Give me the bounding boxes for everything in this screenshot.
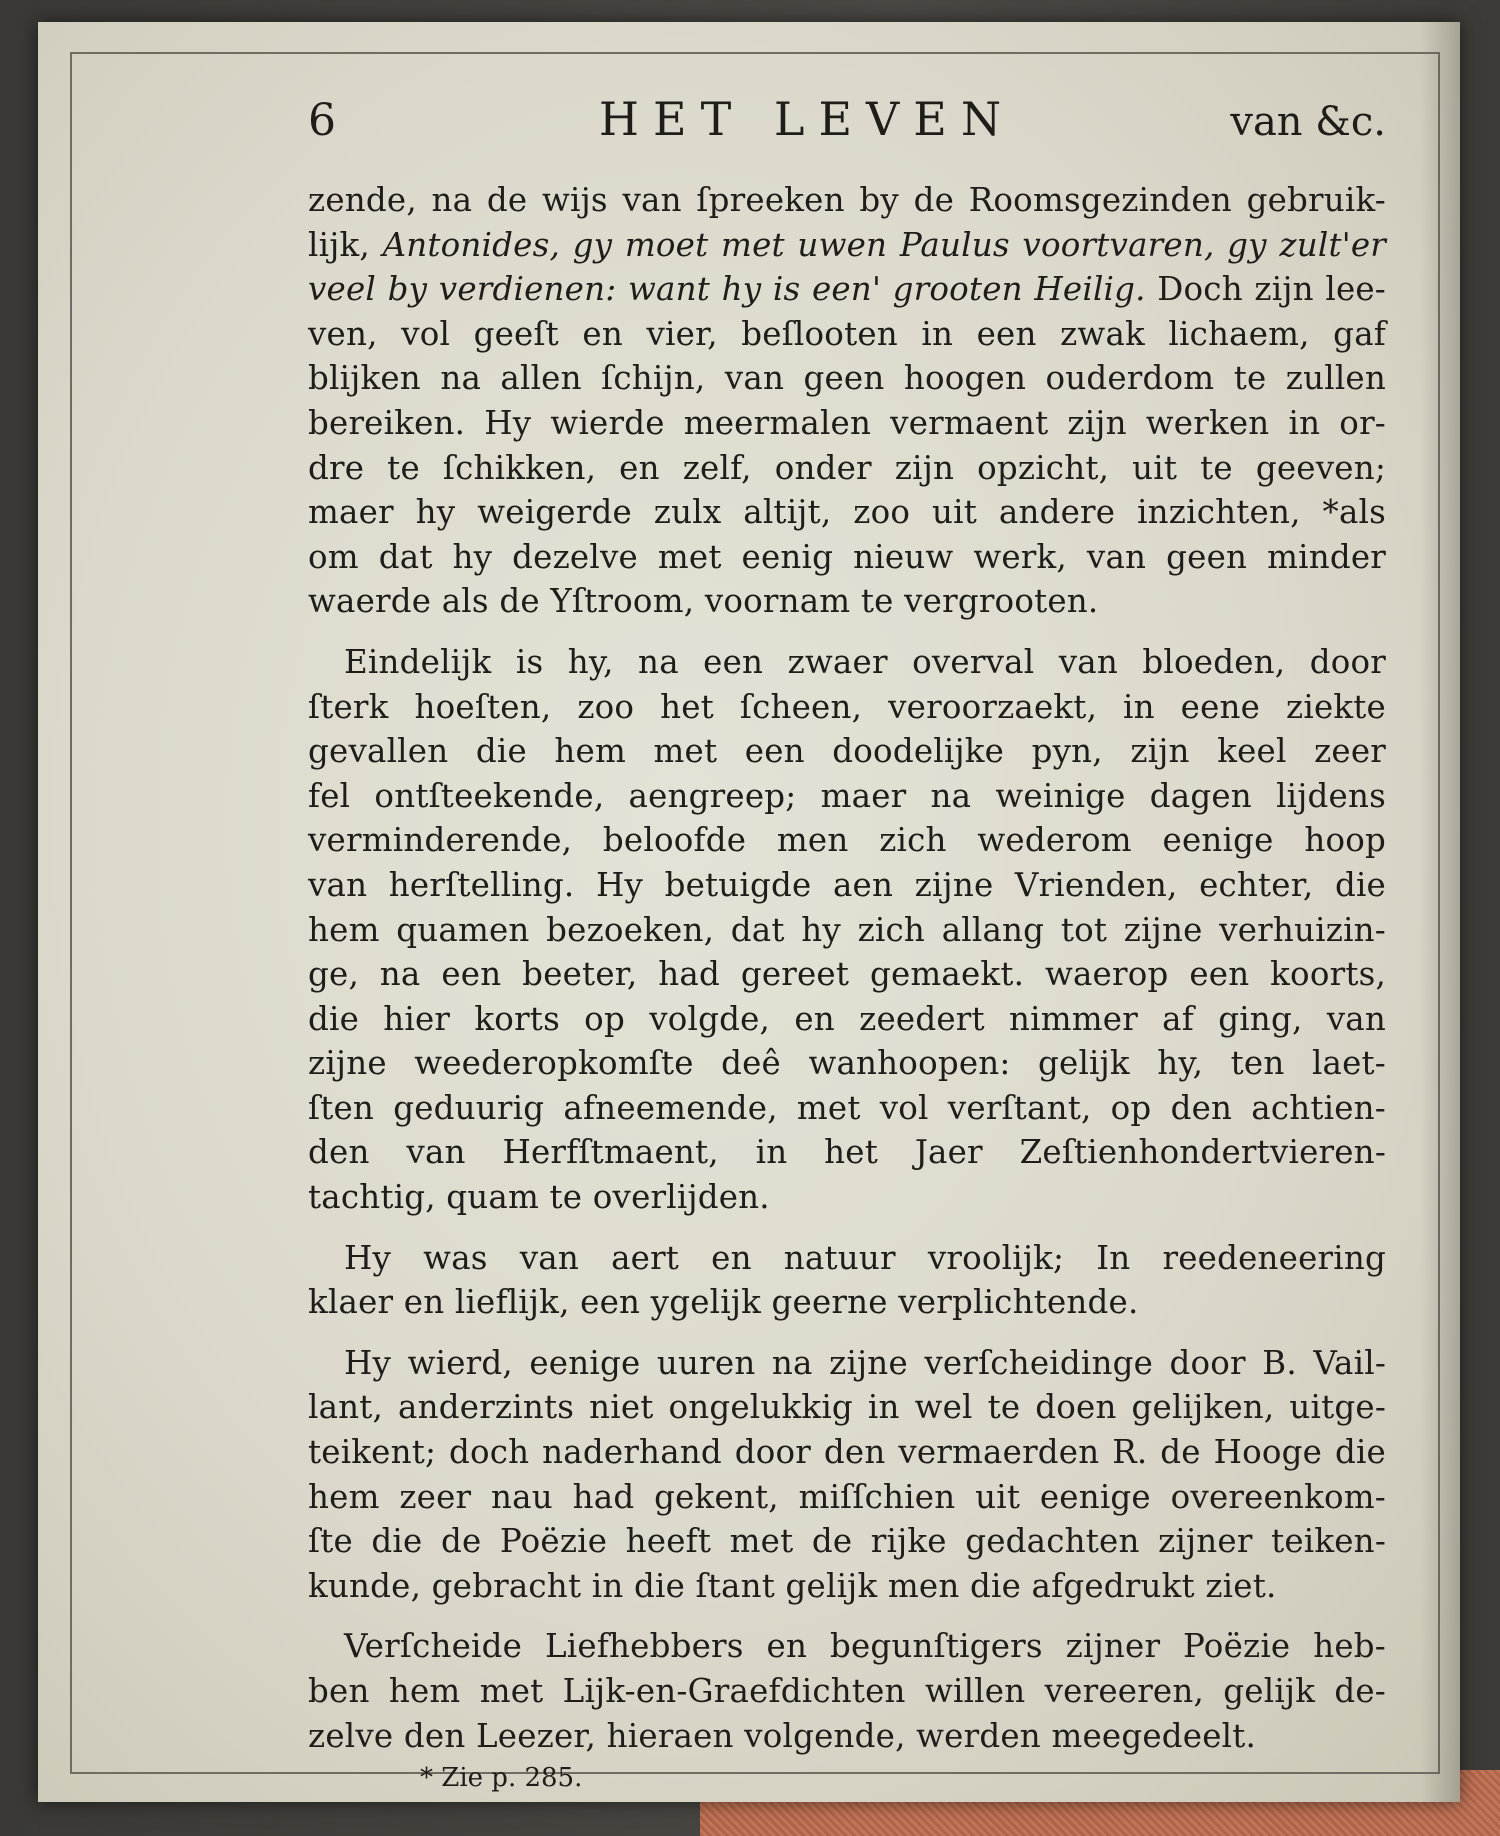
paragraph-3 — [308, 1236, 1386, 1325]
page-gutter-shadow — [1420, 22, 1460, 1802]
page-number: 6 — [308, 95, 336, 146]
paragraph-gap — [308, 1220, 1386, 1236]
text-line: klaer en lieflijk, een ygelijk geerne verplichtende. — [308, 1283, 1139, 1322]
book-page — [38, 22, 1460, 1802]
paragraph-gap — [308, 1608, 1386, 1624]
text-line: Eindelijk is hy, na een zwaer overval van bloeden, door — [344, 642, 1386, 681]
paragraph-1 — [308, 178, 1386, 624]
italic-quote: veel by verdienen: want hy is een' grooten Heilig. — [308, 270, 1146, 309]
text-line: zelve den Leezer, hieraen volgende, werden meegedeelt. — [308, 1716, 1257, 1755]
text-line: hem quamen bezoeken, dat hy zich allang tot zijne verhuizin- — [308, 910, 1386, 949]
text-line: ven, vol geeſt en vier, beſlooten in een zwak lichaem, gaf — [308, 314, 1386, 353]
text-line — [308, 267, 1386, 312]
text-line: den van Herfſtmaent, in het Jaer Zeſtienhondertvieren- — [308, 1133, 1386, 1172]
text-line: teikent; doch naderhand door den vermaerden R. de Hooge die — [308, 1433, 1386, 1472]
text-line: tachtig, quam te overlijden. — [308, 1178, 770, 1217]
paragraph-gap — [308, 624, 1386, 640]
text-line: waerde als de Yſtroom, voornam te vergrooten. — [308, 582, 1099, 621]
text-line: kunde, gebracht in die ſtant gelijk men die afgedrukt ziet. — [308, 1566, 1277, 1605]
text-line: ſte die de Poëzie heeft met de rijke gedachten zijner teiken- — [308, 1522, 1386, 1561]
running-title-tail: van &c. — [1230, 99, 1386, 145]
paragraph-2 — [308, 640, 1386, 1220]
text-line: bereiken. Hy wierde meermalen vermaent zijn werken in or- — [308, 403, 1386, 442]
text-line: Hy wierd, eenige uuren na zijne verſcheidinge door B. Vail- — [344, 1343, 1386, 1382]
text-line: zende, na de wijs van ſpreeken by de Roomsgezinden gebruik- — [308, 181, 1386, 219]
text-line: om dat hy dezelve met eenig nieuw werk, van geen minder — [308, 537, 1386, 576]
text-line: ge, na een beeter, had gereet gemaekt. waerop een koorts, — [308, 955, 1386, 994]
running-header — [308, 92, 1386, 178]
text-line: maer hy weigerde zulx altijt, zoo uit andere inzichten, *als — [308, 493, 1386, 532]
text-line: ſten geduurig afneemende, met vol verſtant, op den achtien- — [308, 1088, 1386, 1127]
text-line: Hy was van aert en natuur vroolijk; In reedeneering — [344, 1238, 1386, 1277]
text-line: van herſtelling. Hy betuigde aen zijne Vrienden, echter, die — [308, 865, 1386, 904]
text-line: zijne weederopkomſte deê wanhoopen: gelijk hy, ten laet- — [308, 1044, 1386, 1083]
text-line: fel ontſteekende, aengreep; maer na weinige dagen lijdens — [308, 776, 1386, 815]
text-line: dre te ſchikken, en zelf, onder zijn opzicht, uit te geeven; — [308, 448, 1386, 487]
text-line — [308, 223, 1386, 268]
text-line: ben hem met Lijk-en-Graefdichten willen vereeren, gelijk de- — [308, 1672, 1386, 1710]
text-line: gevallen die hem met een doodelijke pyn, zijn keel zeer — [308, 732, 1386, 771]
text-line: hem zeer nau had gekent, miſſchien uit eenige overeenkom- — [308, 1477, 1386, 1516]
paragraph-gap — [308, 1325, 1386, 1341]
running-title: HET LEVEN — [598, 92, 1016, 146]
text-line: die hier korts op volgde, en zeedert nimmer af ging, van — [308, 999, 1386, 1038]
text-line: Verſcheide Liefhebbers en begunſtigers zijner Poëzie heb- — [344, 1627, 1386, 1666]
text-line: verminderende, beloofde men zich wederom eenige hoop — [308, 821, 1386, 860]
text-line: ſterk hoeſten, zoo het ſcheen, veroorzaekt, in eene ziekte — [308, 687, 1386, 726]
paragraph-4 — [308, 1341, 1386, 1609]
footnote: * Zie p. 285. — [420, 1763, 583, 1794]
paragraph-5 — [308, 1624, 1386, 1758]
text-block — [308, 92, 1386, 1796]
text-line: lant, anderzints niet ongelukkig in wel te doen gelijken, uitge- — [308, 1388, 1386, 1427]
italic-quote: Antonides, gy moet met uwen Paulus voortvaren, gy zult'er — [382, 225, 1387, 264]
line-suffix: Doch zijn lee- — [1145, 270, 1386, 309]
text-line: blijken na allen ſchijn, van geen hoogen ouderdom te zullen — [308, 359, 1386, 398]
line-prefix: lijk, — [308, 225, 383, 264]
